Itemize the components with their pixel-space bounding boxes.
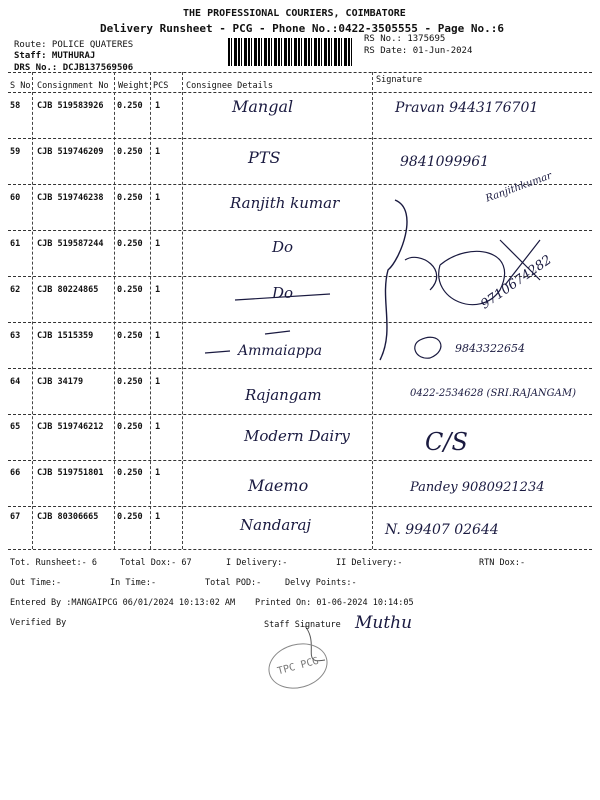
row-consignee-handwritten: Rajangam xyxy=(245,386,322,404)
out-time: Out Time:- xyxy=(10,578,62,588)
row-pcs: 1 xyxy=(155,285,161,295)
row-weight: 0.250 xyxy=(117,331,143,341)
row-weight: 0.250 xyxy=(117,193,143,203)
total-pod: Total POD:- xyxy=(205,578,262,588)
stamp-text: TPC PCG xyxy=(276,655,320,677)
row-consignee-handwritten: Ammaiappa xyxy=(238,343,323,359)
row-sno: 61 xyxy=(10,239,21,249)
col-header-weight: Weight xyxy=(118,81,149,91)
row-sno: 67 xyxy=(10,512,21,522)
row-pcs: 1 xyxy=(155,147,161,157)
row-signature-handwritten: N. 99407 02644 xyxy=(385,522,499,538)
row-signature-handwritten: Ranjithkumar xyxy=(484,170,554,205)
row-sno: 65 xyxy=(10,422,21,432)
rtn-dox: RTN Dox:- xyxy=(479,558,526,568)
row-consignment: CJB 1515359 xyxy=(37,331,94,341)
staff-label: Staff: MUTHURAJ xyxy=(14,51,96,61)
row-signature-handwritten: 9710674282 xyxy=(478,252,555,313)
row-signature-handwritten: Pandey 9080921234 xyxy=(410,480,545,495)
row-consignee-handwritten: Nandaraj xyxy=(240,516,312,534)
row-consignment: CJB 519587244 xyxy=(37,239,104,249)
row-consignee-handwritten: Ranjith kumar xyxy=(230,194,340,212)
delvy-points: Delvy Points:- xyxy=(285,578,357,588)
row-pcs: 1 xyxy=(155,239,161,249)
row-weight: 0.250 xyxy=(117,422,143,432)
row-consignee-handwritten: Do xyxy=(272,284,294,302)
row-sno: 66 xyxy=(10,468,21,478)
row-weight: 0.250 xyxy=(117,377,143,387)
rs-date: RS Date: 01-Jun-2024 xyxy=(364,46,473,56)
route-label: Route: POLICE QUATERES xyxy=(14,40,134,50)
verified-by: Verified By xyxy=(10,618,67,628)
company-name: THE PROFESSIONAL COURIERS, COIMBATORE xyxy=(183,8,406,19)
row-sno: 60 xyxy=(10,193,21,203)
row-weight: 0.250 xyxy=(117,512,143,522)
row-consignment: CJB 80224865 xyxy=(37,285,99,295)
rs-number: RS No.: 1375695 xyxy=(364,34,446,44)
row-signature-handwritten: 9843322654 xyxy=(455,342,525,355)
row-consignment: CJB 519583926 xyxy=(37,101,104,111)
row-sno: 63 xyxy=(10,331,21,341)
i-delivery: I Delivery:- xyxy=(226,558,288,568)
row-consignment: CJB 34179 xyxy=(37,377,84,387)
col-header-pcs: PCS xyxy=(153,81,169,91)
row-consignment: CJB 80306665 xyxy=(37,512,99,522)
row-consignment: CJB 519746212 xyxy=(37,422,104,432)
row-pcs: 1 xyxy=(155,101,161,111)
row-pcs: 1 xyxy=(155,422,161,432)
entered-by: Entered By :MANGAIPCG 06/01/2024 10:13:02 AM xyxy=(10,598,236,608)
row-signature-handwritten: 9841099961 xyxy=(400,154,490,170)
row-consignment: CJB 519746238 xyxy=(37,193,104,203)
row-sno: 58 xyxy=(10,101,21,111)
total-dox: Total Dox:- 67 xyxy=(120,558,192,568)
row-pcs: 1 xyxy=(155,193,161,203)
row-consignment: CJB 519746209 xyxy=(37,147,104,157)
ii-delivery: II Delivery:- xyxy=(336,558,403,568)
row-consignee-handwritten: Maemo xyxy=(248,476,309,495)
row-pcs: 1 xyxy=(155,468,161,478)
row-sno: 62 xyxy=(10,285,21,295)
row-signature-handwritten: Pravan 9443176701 xyxy=(395,100,539,116)
row-weight: 0.250 xyxy=(117,468,143,478)
row-consignee-handwritten: PTS xyxy=(248,148,281,167)
staff-signature-handwritten: Muthu xyxy=(355,613,413,633)
drs-number: DRS No.: DCJB137569506 xyxy=(14,63,134,73)
col-header-signature: Signature xyxy=(376,75,423,85)
row-weight: 0.250 xyxy=(117,285,143,295)
total-runsheet: Tot. Runsheet:- 6 xyxy=(10,558,97,568)
row-consignee-handwritten: Mangal xyxy=(232,97,294,116)
runsheet-title: Delivery Runsheet - PCG - Phone No.:0422-3505555 - Page No.:6 xyxy=(100,22,504,35)
row-sno: 59 xyxy=(10,147,21,157)
staff-signature-label: Staff Signature xyxy=(264,620,341,630)
row-signature-handwritten: C/S xyxy=(425,428,468,456)
row-consignment: CJB 519751801 xyxy=(37,468,104,478)
row-consignee-handwritten: Modern Dairy xyxy=(244,427,350,445)
col-header-consignment: Consignment No xyxy=(37,81,109,91)
row-weight: 0.250 xyxy=(117,101,143,111)
row-pcs: 1 xyxy=(155,512,161,522)
row-weight: 0.250 xyxy=(117,147,143,157)
row-consignee-handwritten: Do xyxy=(272,238,294,256)
printed-on: Printed On: 01-06-2024 10:14:05 xyxy=(255,598,414,608)
row-weight: 0.250 xyxy=(117,239,143,249)
row-sno: 64 xyxy=(10,377,21,387)
row-signature-handwritten: 0422-2534628 (SRI.RAJANGAM) xyxy=(410,388,577,399)
in-time: In Time:- xyxy=(110,578,157,588)
col-header-consignee: Consignee Details xyxy=(186,81,273,91)
row-pcs: 1 xyxy=(155,331,161,341)
col-header-sno: S No xyxy=(10,81,31,91)
row-pcs: 1 xyxy=(155,377,161,387)
